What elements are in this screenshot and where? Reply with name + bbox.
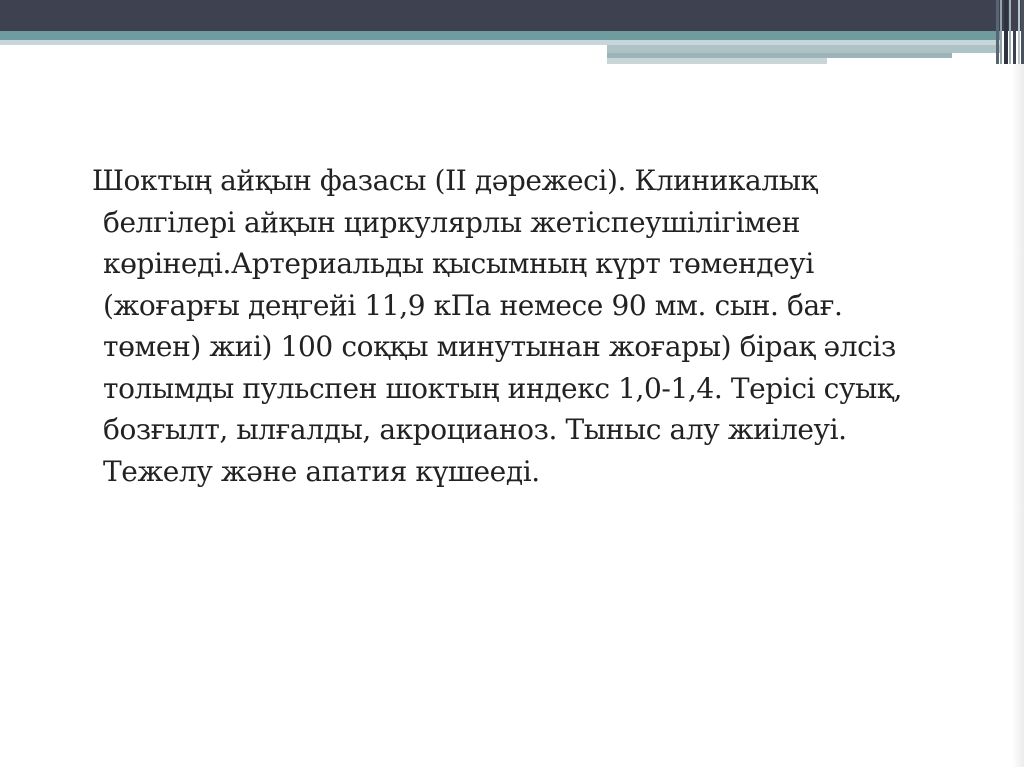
header-dark-band [0, 0, 1024, 31]
header-teal-band [0, 31, 1000, 40]
right-edge-shadow [1012, 64, 1024, 767]
slide-body [92, 160, 922, 492]
header-accent-band-3 [607, 58, 827, 64]
header-accent-band [607, 45, 1000, 53]
header-vertical-stripes [996, 0, 1024, 64]
body-paragraph: Шоктың айқын фазасы (ІІ дәрежесі). Клиникалық белгілері айқын циркулярлы жетіспеушілігімен көрінеді.Артериальды қысымның күрт төмендеуі (жоғарғы деңгейі 11,9 кПа немесе 90 мм. сын. бағ. төмен) жиі) 100 соққы минутынан жоғары) бірақ әлсіз толымды пульспен шоктың индекс 1,0-1,4. Терісі суық, бозғылт, ылғалды, акроцианоз. Тыныс алу жиілеуі. Тежелу және апатия күшееді. [92, 164, 902, 488]
